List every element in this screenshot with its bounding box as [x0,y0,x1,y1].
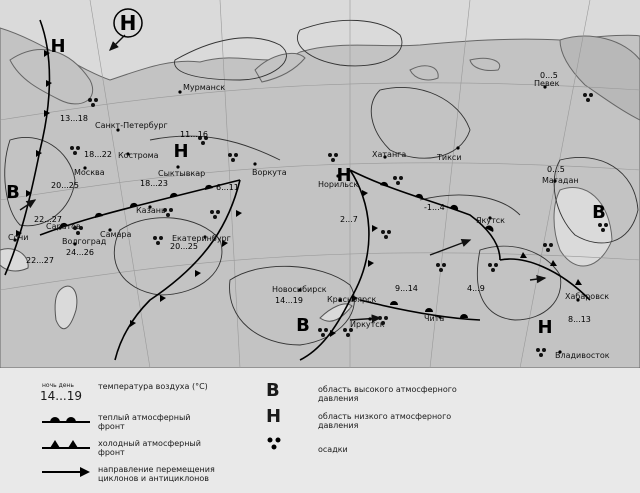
pressure-letter: Н [173,141,189,162]
temperature-label: 13...18 [60,114,88,123]
temperature-label: 4...9 [467,284,485,293]
legend-night-day-header: ночь день [42,382,74,389]
temperature-label: 6...11 [216,183,239,192]
temperature-label: 2...7 [340,215,358,224]
temperature-label: 20...25 [170,242,198,251]
temperature-label: 11...16 [180,130,208,139]
temperature-label: 9...14 [395,284,418,293]
city-label: Сыктывкар [158,169,206,178]
city-label: Москва [74,168,105,177]
city-label: Екатеринбург [172,234,231,243]
legend-cold-front-label: холодный атмосферный фронт [98,439,201,457]
legend-sample-temperature: 14...19 [40,389,82,403]
city-label: Новосибирск [272,285,327,294]
city-label: Самара [100,230,132,239]
city-label: Сочи [8,233,29,242]
temperature-label: 20...25 [51,181,79,190]
cold-front-symbol [42,438,90,452]
temperature-label: 22...27 [34,215,62,224]
city-label: Хатанга [372,150,407,159]
city-label: Магадан [542,176,579,185]
city-label: Тикси [437,153,462,162]
temperature-label: 14...19 [275,296,303,305]
movement-arrow-symbol [42,466,90,478]
city-label: Якутск [476,216,506,225]
city-label: Воркута [252,168,287,177]
city-label: Владивосток [555,351,610,360]
legend-high-label: область высокого атмосферного давления [318,385,457,403]
legend-high-letter: В [266,380,280,401]
city-label: Чита [424,314,445,323]
city-label: Норильск [318,180,359,189]
city-label: Саратов [46,222,81,231]
pressure-letter: Н [336,165,352,186]
city-label: Санкт-Петербург [95,121,168,130]
pressure-letter: Н [50,36,66,57]
temperature-label: -1...4 [424,203,445,212]
legend-temperature-label: температура воздуха (°С) [98,382,208,391]
pressure-letter: В [592,202,606,223]
pressure-letter: В [6,182,20,203]
pressure-letter: В [296,315,310,336]
city-label: Красноярск [327,295,377,304]
legend-precipitation-label: осадки [318,445,348,454]
city-label: Мурманск [183,83,226,92]
temperature-label: 8...13 [568,315,591,324]
warm-front-symbol [42,412,90,426]
temperature-label: 18...23 [140,179,168,188]
city-label: Казань [136,206,166,215]
map-legend [0,368,640,493]
pressure-letter: Н [537,317,553,338]
pressure-letter: Н [119,11,137,35]
city-label: Кострома [118,151,159,160]
city-label: Иркутск [350,320,385,329]
temperature-label: 24...26 [66,248,94,257]
temperature-label: 0...5 [547,165,565,174]
temperature-label: 22...27 [26,256,54,265]
temperature-label: 0...5 [540,71,558,80]
city-label: Волгоград [62,237,107,246]
legend-warm-front-label: теплый атмосферный фронт [98,413,191,431]
temperature-label: 18...22 [84,150,112,159]
city-label: Певек [534,79,560,88]
precipitation-symbol [266,436,286,452]
legend-arrow-label: направление перемещения циклонов и антициклонов [98,465,215,483]
legend-low-label: область низкого атмосферного давления [318,412,452,430]
city-label: Хабаровск [565,292,610,301]
legend-low-letter: Н [266,406,282,427]
